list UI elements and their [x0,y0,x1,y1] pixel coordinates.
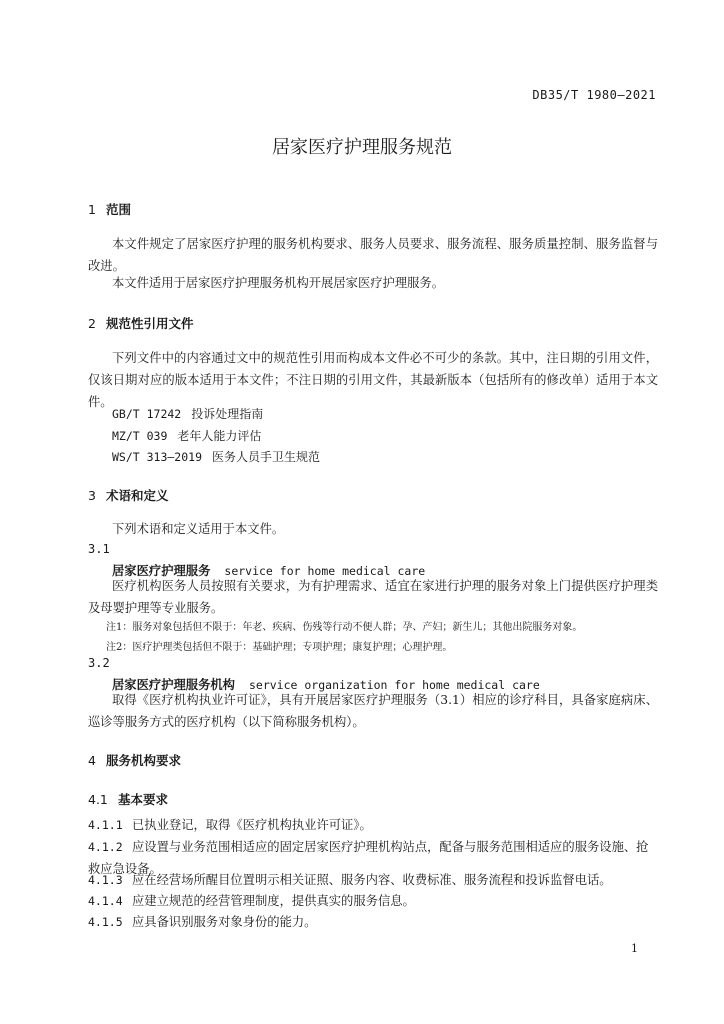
subsection-number: 4.1 [88,792,108,807]
term-note: 注1：服务对象包括但不限于：年老、疾病、伤残等行动不便人群；孕、产妇；新生儿；其他出院服务对象。 [106,622,583,633]
reference-code: WS/T 313—2019 [112,450,203,464]
clause-text: 应在经营场所醒目位置明示相关证照、服务内容、收费标准、服务流程和投诉监督电话。 [132,873,612,887]
section-1-heading [88,200,131,218]
section-title: 术语和定义 [106,488,169,503]
section-title: 服务机构要求 [106,753,182,768]
section-3-paragraph-1: 下列术语和定义适用于本文件。 [112,522,285,536]
reference-code: GB/T 17242 [112,407,182,421]
term-note: 注2：医疗护理类包括但不限于：基础护理；专项护理；康复护理；心理护理。 [106,642,453,653]
clause-number: 4.1.5 [88,915,123,929]
term-name-zh: 居家医疗护理服务机构 [112,678,235,692]
section-number: 4 [88,753,96,768]
clause-item [88,911,658,933]
clause-item [88,814,658,836]
section-3-heading [88,486,169,504]
section-number: 3 [88,488,96,503]
term-name-en: service organization for home medical care [248,678,540,692]
clause-number: 4.1.1 [88,818,123,832]
section-2-paragraph-1: 下列文件中的内容通过文中的规范性引用而构成本文件必不可少的条款。其中，注日期的引用文件，仅该日期对应的版本适用于本文件；不注日期的引用文件，其最新版本（包括所有的修改单）适用于本文件。 [88,351,658,409]
clause-item [88,890,658,912]
section-number: 1 [88,202,96,217]
term-name-zh: 居家医疗护理服务 [112,564,211,578]
reference-item [112,427,261,444]
clause-text: 应具备识别服务对象身份的能力。 [132,915,317,929]
subsection-4-1-heading [88,790,168,808]
section-2-heading [88,314,194,332]
clause-number: 4.1.2 [88,840,123,854]
reference-name: 医务人员手卫生规范 [212,450,321,464]
reference-name: 老年人能力评估 [177,429,262,443]
standard-code: DB35/T 1980—2021 [532,88,656,102]
section-title: 规范性引用文件 [106,316,194,331]
term-definition: 医疗机构医务人员按照有关要求，为有护理需求、适宜在家进行护理的服务对象上门提供医疗护理类及母婴护理等专业服务。 [88,579,658,615]
clause-number: 4.1.4 [88,894,123,908]
section-number: 2 [88,316,96,331]
section-1-paragraph-2: 本文件适用于居家医疗护理服务机构开展居家医疗护理服务。 [112,276,445,290]
section-1-paragraph-1: 本文件规定了居家医疗护理的服务机构要求、服务人员要求、服务流程、服务质量控制、服务监督与改进。 [88,237,658,273]
clause-text: 已执业登记，取得《医疗机构执业许可证》。 [132,818,372,832]
section-title: 范围 [106,202,132,217]
term-number: 3.1 [88,542,110,556]
clause-text: 应设置与业务范围相适应的固定居家医疗护理机构站点，配备与服务范围相适应的服务设施、抢救应急设备。 [88,840,649,876]
term-definition: 取得《医疗机构执业许可证》，具有开展居家医疗护理服务（3.1）相应的诊疗科目，具备家庭病床、巡诊等服务方式的医疗机构（以下简称服务机构）。 [88,693,658,729]
section-4-heading [88,751,181,769]
reference-item [112,405,263,422]
reference-name: 投诉处理指南 [191,407,264,421]
document-title: 居家医疗护理服务规范 [272,137,452,158]
term-number: 3.2 [88,656,110,670]
clause-text: 应建立规范的经营管理制度，提供真实的服务信息。 [132,894,415,908]
subsection-title: 基本要求 [118,792,169,807]
clause-number: 4.1.3 [88,873,123,887]
page-number: 1 [631,942,638,955]
reference-code: MZ/T 039 [112,429,168,443]
term-name-en: service for home medical care [224,564,426,578]
reference-item [112,448,320,465]
clause-item [88,869,658,891]
